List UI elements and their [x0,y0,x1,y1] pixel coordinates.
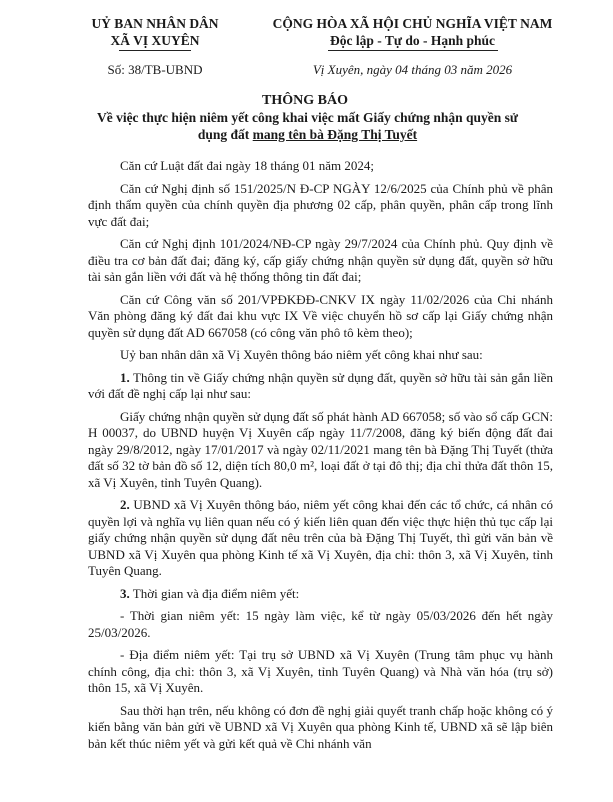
section-3-number: 3. [120,585,130,601]
authority-name: UỶ BAN NHÂN DÂN [91,16,219,31]
national-header-block [240,15,585,78]
national-motto: Độc lập - Tự do - Hạnh phúc [329,33,496,48]
issuing-authority-block [70,15,240,78]
section-1-number: 1. [120,369,130,385]
section-2-number: 2. [120,497,130,512]
document-title: THÔNG BÁO [262,93,348,108]
document-number: Số: 38/TB-UBND [107,62,203,77]
subject-owner-name: mang tên bà Đặng Thị Tuyết [252,127,418,142]
legal-basis-official-letter: Căn cứ Công văn số 201/VPĐKĐĐ-CNKV IX ngày 11/02/2026 của Chi nhánh Văn phòng đăng ký đất đai khu vực IX Về việc chuyển hồ sơ cấp lại Giấy chứng nhận quyền sử dụng đất AD 667058 (có công văn phô tô kèm theo); [88,291,553,340]
document-subject [70,109,545,143]
closing-paragraph: Sau thời hạn trên, nếu không có đơn đề nghị giải quyết tranh chấp hoặc không có ý kiến bằng văn bản gửi về UBND xã Vị Xuyên qua phòng Kinh tế, UBND xã sẽ lập biên bản kết thúc niêm yết và gửi kết quả về Chi nhánh văn [88,702,553,751]
subject-line-2-prefix: dụng đất [197,127,253,142]
section-1-text: Thông tin về Giấy chứng nhận quyền sử dụng đất, quyền sở hữu tài sản gắn liền với đất đề nghị cấp lại như sau: [88,369,553,401]
legal-basis-decree-151: Căn cứ Nghị định số 151/2025/N Đ-CP NGÀY 12/6/2025 của Chính phủ về phân định thẩm quyền của chính quyền địa phương 02 cấp, phân quyền, phân cấp trong lĩnh vực đất đai; [88,180,553,229]
subject-line-1: Về việc thực hiện niêm yết công khai việc mất Giấy chứng nhận quyền sử [96,110,519,125]
section-3-text: Thời gian và địa điểm niêm yết: [129,585,300,601]
posting-location: - Địa điểm niêm yết: Tại trụ sở UBND xã Vị Xuyên (Trung tâm phục vụ hành chính công, địa chỉ: thôn 3, xã Vị Xuyên, tỉnh Tuyên Quang) và Nhà văn hóa (trụ sở) thôn 15, xã Vị Xuyên. [88,647,553,695]
section-3-heading [88,586,553,603]
posting-period: - Thời gian niêm yết: 15 ngày làm việc, kể từ ngày 05/03/2026 đến hết ngày 25/03/2026. [88,608,553,640]
legal-basis-land-law: Căn cứ Luật đất đai ngày 18 tháng 01 năm 2024; [120,158,374,173]
announcement-intro: Uỷ ban nhân dân xã Vị Xuyên thông báo niêm yết công khai như sau: [120,347,483,362]
authority-underline [119,50,191,51]
place-and-date: Vị Xuyên, ngày 04 tháng 03 năm 2026 [312,62,513,77]
legal-basis-decree-101: Căn cứ Nghị định 101/2024/NĐ-CP ngày 29/7/2024 của Chính phủ. Quy định về điều tra cơ bản đất đai; đăng ký, cấp giấy chứng nhận quyền sử dụng đất, quyền sở hữu tài sản gắn liền với đất và hệ thống thông tin đất đai; [88,236,553,284]
document-body [88,158,553,758]
commune-name: XÃ VỊ XUYÊN [110,33,200,48]
subject-line-2 [70,126,545,143]
section-2-paragraph [88,497,553,580]
nation-name: CỘNG HÒA XÃ HỘI CHỦ NGHĨA VIỆT NAM [272,16,553,31]
section-1-heading [88,370,553,403]
section-2-text: UBND xã Vị Xuyên thông báo, niêm yết công khai đến các tổ chức, cá nhân có quyền lợi và nghĩa vụ liên quan nếu có ý kiến liên quan đến việc thực hiện thủ tục cấp lại giấy chứng nhận quyền sử dụng đất nêu trên của bà Đặng Thị Tuyết, thì gửi văn bản về UBND xã Vị Xuyên qua phòng Kinh tế xã Vị Xuyên, địa chỉ: thôn 3, xã Vị Xuyên, tỉnh Tuyên Quang. [88,497,553,578]
certificate-details: Giấy chứng nhận quyền sử dụng đất số phát hành AD 667058; số vào sổ cấp GCN: H 00037, do UBND huyện Vị Xuyên cấp ngày 11/7/2008, đăng ký biến động đất đai ngày 29/8/2012, ngày 17/01/2017 và ngày 02/11/2021 mang tên bà Đặng Thị Tuyết (thửa đất số 32 tờ bản đồ số 12, diện tích 80,0 m², loại đất ở tại đô thị; địa chỉ thửa đất thôn 15, xã Vị Xuyên, tỉnh Tuyên Quang). [88,408,553,490]
motto-underline [328,50,498,51]
